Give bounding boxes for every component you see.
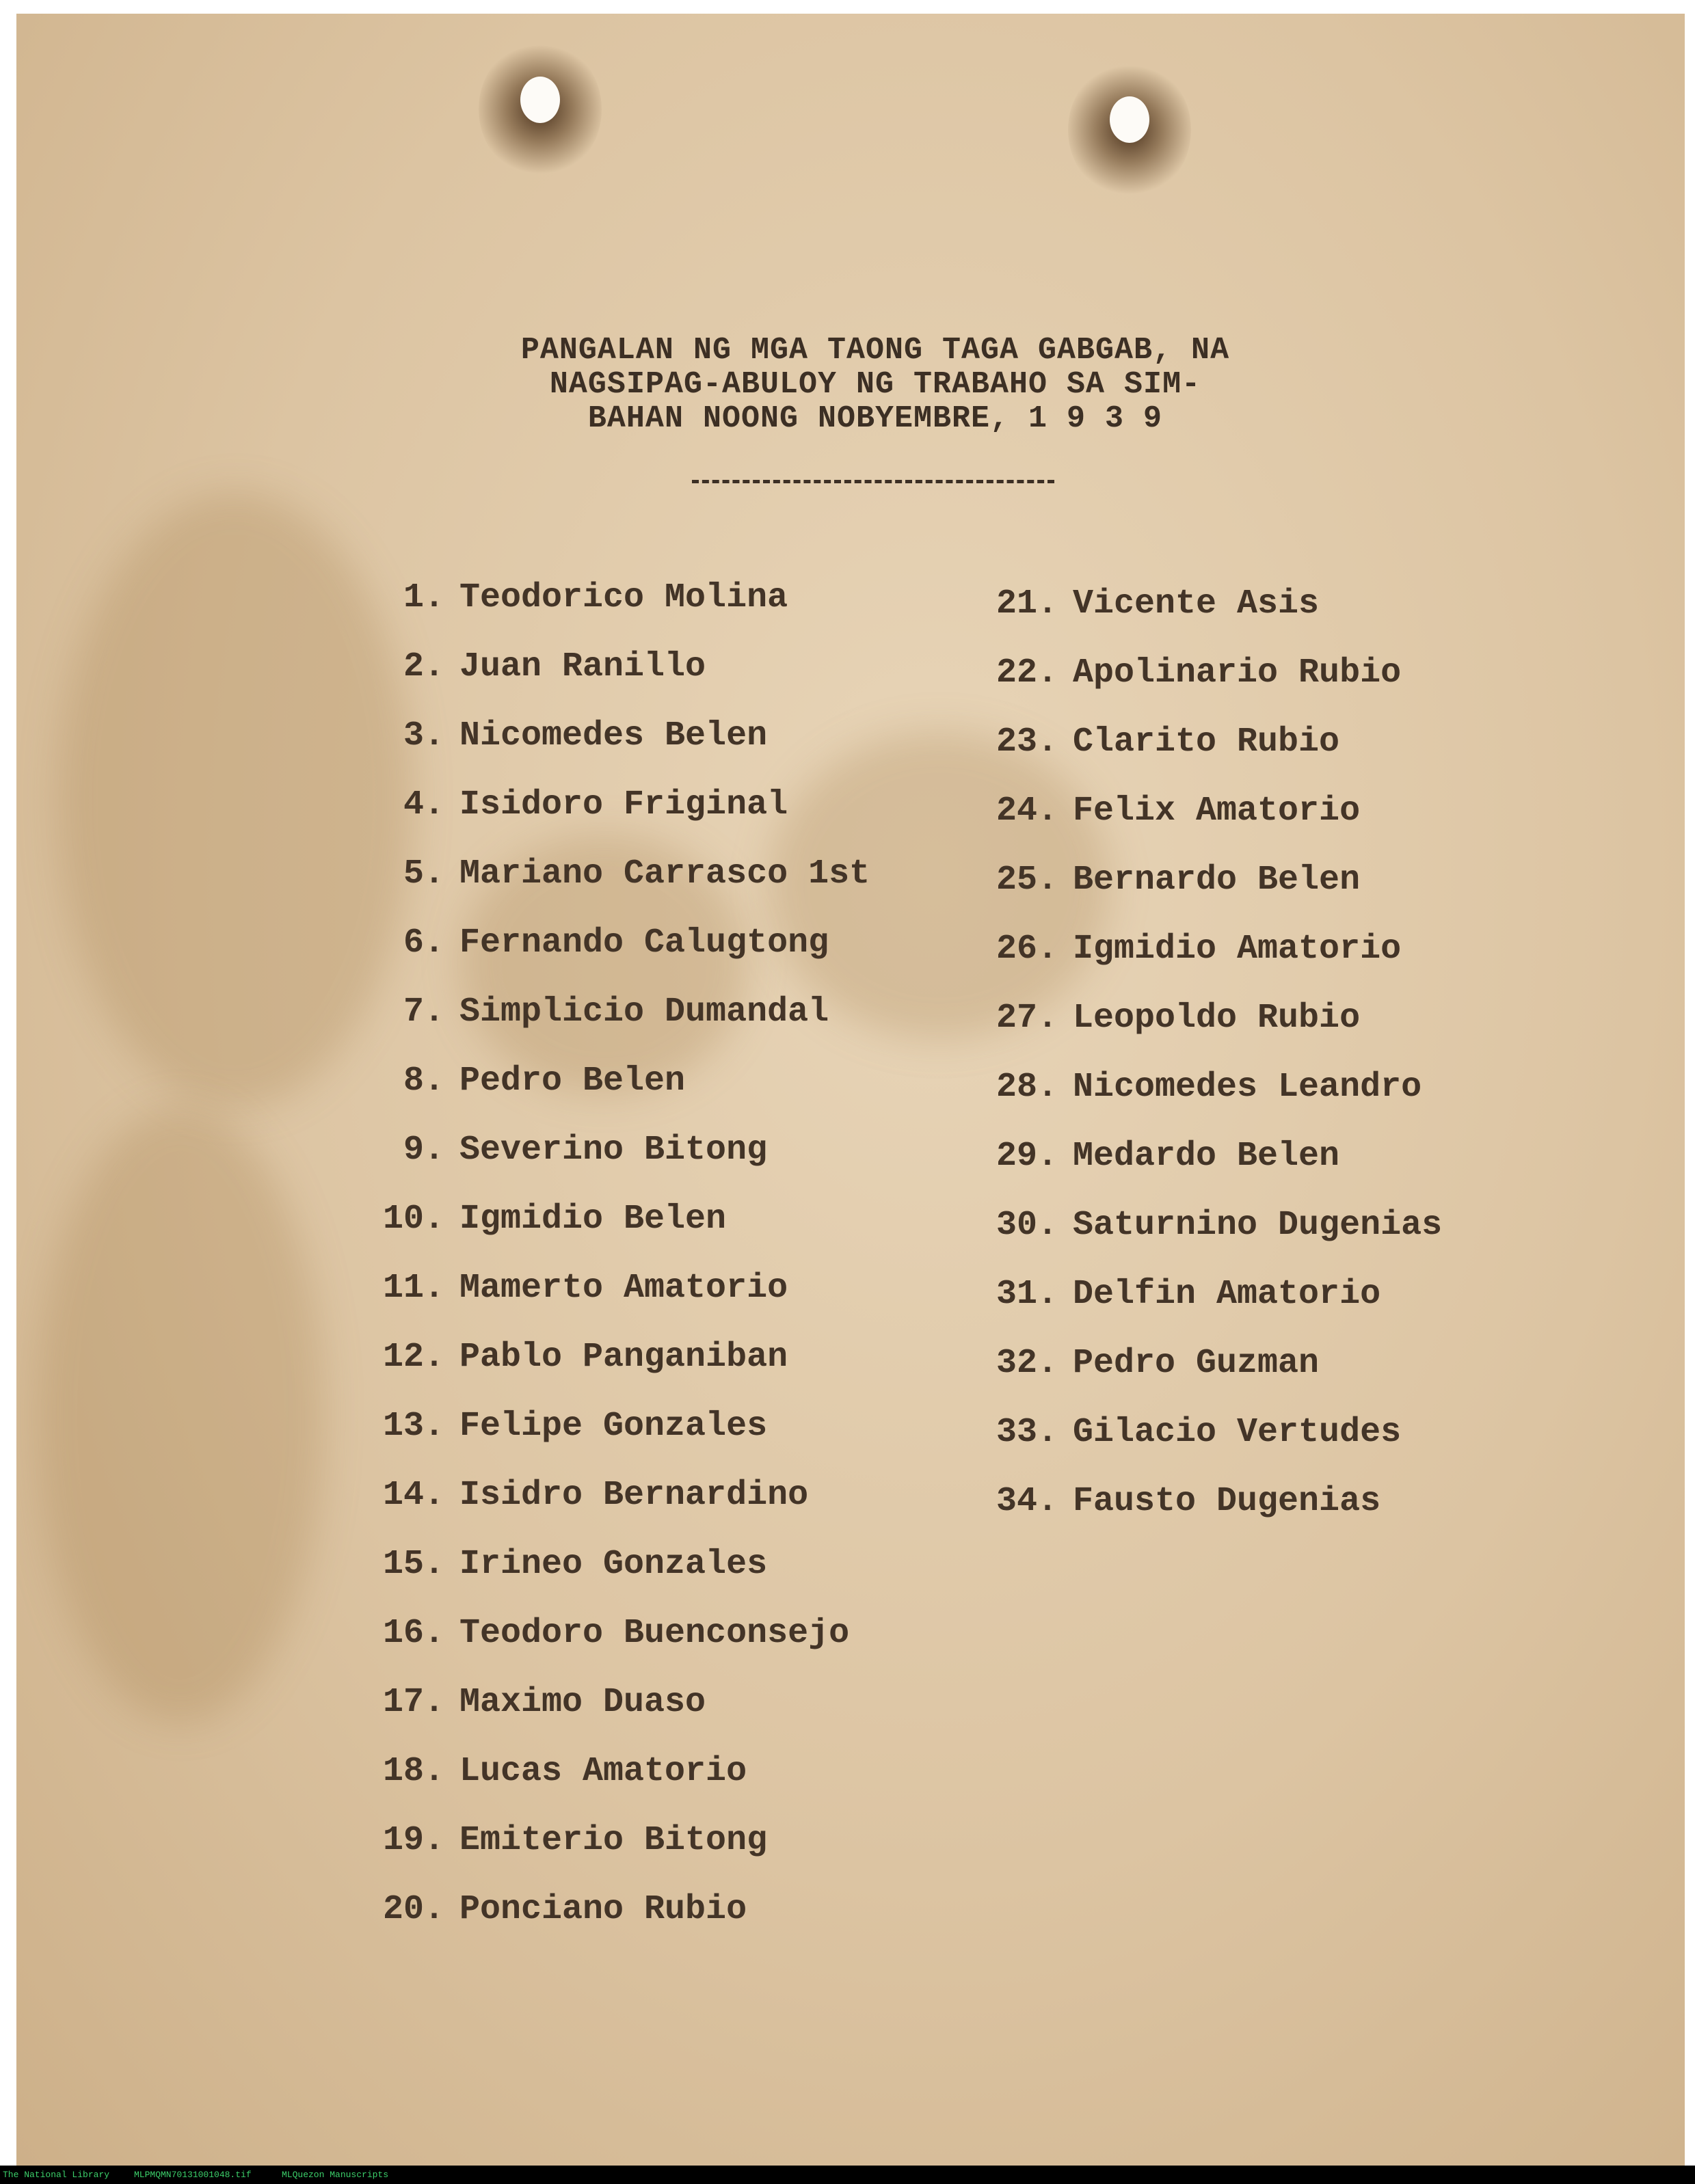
item-name: Juan Ranillo: [459, 647, 706, 686]
list-item: [969, 1053, 1442, 1122]
list-item: [969, 707, 1442, 777]
item-name: Saturnino Dugenias: [1073, 1206, 1443, 1245]
list-item: [356, 1530, 870, 1599]
item-number: 32.: [996, 1344, 1058, 1383]
item-number: 10.: [382, 1200, 444, 1239]
item-number: 18.: [382, 1752, 444, 1791]
item-name: Emiterio Bitong: [459, 1821, 768, 1860]
name-list-left: [356, 563, 870, 1944]
item-name: Felix Amatorio: [1073, 792, 1361, 831]
item-name: Pedro Guzman: [1073, 1344, 1320, 1383]
item-number: 7.: [403, 993, 444, 1032]
item-name: Fausto Dugenias: [1073, 1482, 1381, 1521]
list-item: [356, 701, 870, 770]
list-item: [969, 1467, 1442, 1536]
footer-filename: MLPMQMN70131001048.tif: [134, 2170, 252, 2180]
list-item: [969, 984, 1442, 1053]
item-name: Severino Bitong: [459, 1131, 768, 1170]
list-item: [356, 1737, 870, 1806]
item-number: 24.: [996, 792, 1058, 831]
footer-library: The National Library: [3, 2170, 110, 2180]
list-item: [356, 1047, 870, 1116]
item-name: Igmidio Amatorio: [1073, 930, 1402, 969]
item-name: Vicente Asis: [1073, 584, 1320, 623]
list-item: [969, 1398, 1442, 1467]
dashed-divider: [692, 480, 1054, 483]
item-name: Isidro Bernardino: [459, 1476, 809, 1515]
item-name: Teodorico Molina: [459, 578, 788, 617]
list-item: [969, 1329, 1442, 1398]
list-item: [356, 1116, 870, 1185]
item-number: 16.: [382, 1614, 444, 1653]
item-name: Leopoldo Rubio: [1073, 999, 1361, 1038]
item-name: Felipe Gonzales: [459, 1407, 768, 1446]
item-number: 13.: [382, 1407, 444, 1446]
list-item: [356, 1323, 870, 1392]
item-name: Irineo Gonzales: [459, 1545, 768, 1584]
list-item: [969, 846, 1442, 915]
item-name: Teodoro Buenconsejo: [459, 1614, 850, 1653]
list-item: [969, 777, 1442, 846]
list-item: [356, 632, 870, 701]
item-name: Pablo Panganiban: [459, 1338, 788, 1377]
item-number: 27.: [996, 999, 1058, 1038]
list-item: [356, 1254, 870, 1323]
item-number: 31.: [996, 1275, 1058, 1314]
title-line: BAHAN NOONG NOBYEMBRE, 1 9 3 9: [587, 401, 1163, 436]
list-item: [969, 915, 1442, 984]
item-number: 12.: [382, 1338, 444, 1377]
item-name: Maximo Duaso: [459, 1683, 706, 1722]
item-number: 8.: [403, 1062, 444, 1101]
item-number: 17.: [382, 1683, 444, 1722]
footer-collection: MLQuezon Manuscripts: [282, 2170, 389, 2180]
name-list-right: [969, 569, 1442, 1536]
item-number: 2.: [403, 647, 444, 686]
scan-footer-bar: [0, 2166, 1695, 2184]
list-item: [356, 978, 870, 1047]
list-item: [356, 1461, 870, 1530]
item-name: Nicomedes Belen: [459, 716, 768, 755]
list-item: [969, 638, 1442, 707]
item-name: Gilacio Vertudes: [1073, 1413, 1402, 1452]
item-number: 14.: [382, 1476, 444, 1515]
item-number: 34.: [996, 1482, 1058, 1521]
item-name: Clarito Rubio: [1073, 723, 1340, 761]
item-number: 29.: [996, 1137, 1058, 1176]
item-name: Mariano Carrasco 1st: [459, 854, 870, 893]
item-number: 19.: [382, 1821, 444, 1860]
list-item: [356, 1806, 870, 1875]
item-name: Lucas Amatorio: [459, 1752, 747, 1791]
item-name: Ponciano Rubio: [459, 1890, 747, 1929]
list-item: [356, 1599, 870, 1668]
item-number: 25.: [996, 861, 1058, 900]
item-number: 15.: [382, 1545, 444, 1584]
list-item: [356, 908, 870, 978]
item-number: 28.: [996, 1068, 1058, 1107]
list-item: [356, 563, 870, 632]
item-name: Igmidio Belen: [459, 1200, 727, 1239]
title-line: PANGALAN NG MGA TAONG TAGA GABGAB, NA: [520, 333, 1230, 368]
punch-hole: [520, 77, 560, 123]
item-number: 3.: [403, 716, 444, 755]
list-item: [356, 1875, 870, 1944]
item-number: 11.: [382, 1269, 444, 1308]
list-item: [356, 1392, 870, 1461]
item-name: Mamerto Amatorio: [459, 1269, 788, 1308]
document-title: [356, 334, 1395, 436]
item-number: 5.: [403, 854, 444, 893]
item-name: Medardo Belen: [1073, 1137, 1340, 1176]
list-item: [969, 1260, 1442, 1329]
item-name: Bernardo Belen: [1073, 861, 1361, 900]
list-item: [969, 1191, 1442, 1260]
item-name: Isidoro Friginal: [459, 785, 788, 824]
item-name: Fernando Calugtong: [459, 924, 829, 962]
item-number: 6.: [403, 924, 444, 962]
item-number: 21.: [996, 584, 1058, 623]
item-name: Simplicio Dumandal: [459, 993, 829, 1032]
item-number: 1.: [403, 578, 444, 617]
item-number: 9.: [403, 1131, 444, 1170]
list-item: [356, 1185, 870, 1254]
item-number: 22.: [996, 653, 1058, 692]
item-name: Pedro Belen: [459, 1062, 686, 1101]
item-name: Apolinario Rubio: [1073, 653, 1402, 692]
item-number: 20.: [382, 1890, 444, 1929]
item-number: 30.: [996, 1206, 1058, 1245]
list-item: [969, 569, 1442, 638]
water-stain: [37, 1107, 324, 1723]
title-line: NAGSIPAG-ABULOY NG TRABAHO SA SIM-: [549, 367, 1201, 402]
item-number: 26.: [996, 930, 1058, 969]
item-name: Nicomedes Leandro: [1073, 1068, 1422, 1107]
list-item: [969, 1122, 1442, 1191]
item-number: 4.: [403, 785, 444, 824]
item-number: 33.: [996, 1413, 1058, 1452]
punch-hole: [1110, 96, 1149, 143]
list-item: [356, 770, 870, 839]
item-name: Delfin Amatorio: [1073, 1275, 1381, 1314]
item-number: 23.: [996, 723, 1058, 761]
list-item: [356, 839, 870, 908]
list-item: [356, 1668, 870, 1737]
